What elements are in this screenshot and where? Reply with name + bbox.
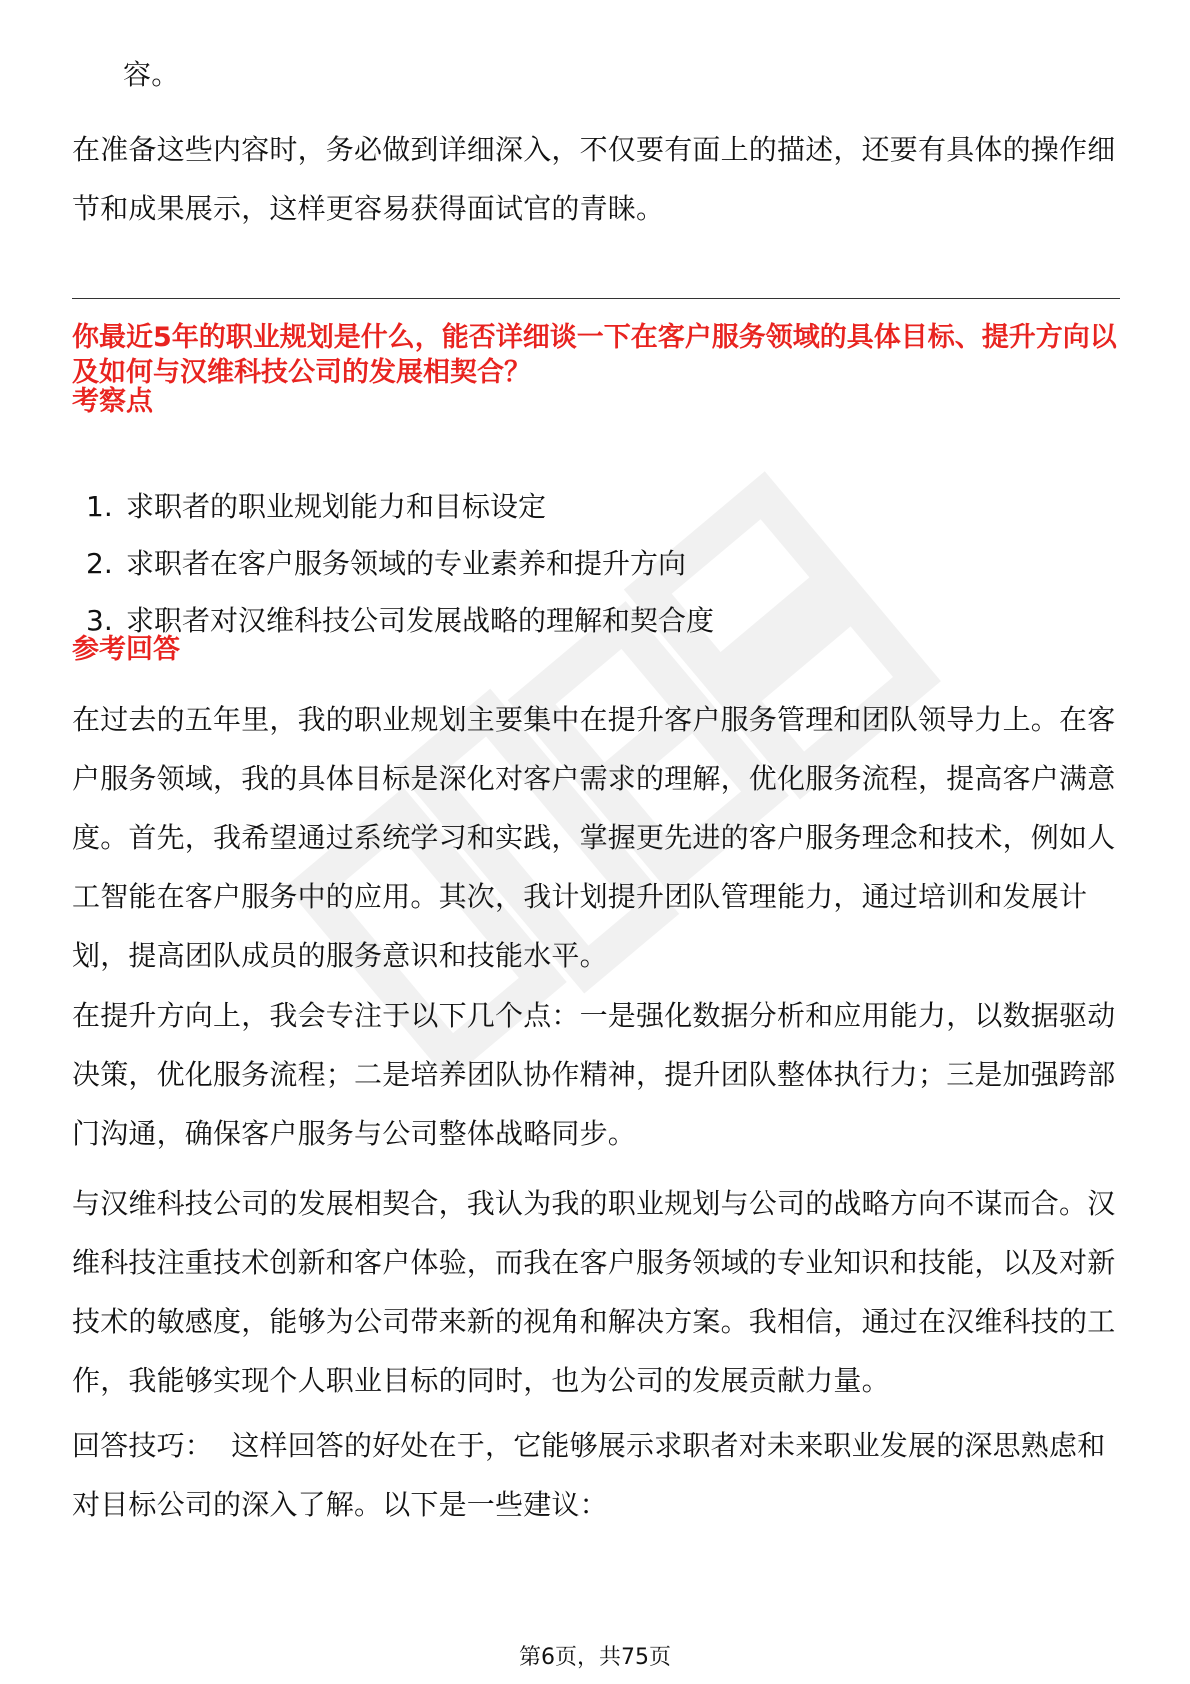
- list-item-text: 求职者在客户服务领域的专业素养和提升方向: [126, 547, 687, 580]
- question-heading: 你最近5年的职业规划是什么，能否详细谈一下在客户服务领域的具体目标、提升方向以及如何与汉维科技公司的发展相契合？: [72, 322, 1117, 388]
- assessment-heading: 考察点: [72, 386, 153, 417]
- answer-paragraph-1: 在过去的五年里，我的职业规划主要集中在提升客户服务管理和团队领导力上。在客户服务领域，我的具体目标是深化对客户需求的理解，优化服务流程，提高客户满意度。首先，我希望通过系统学习和实践，掌握更先进的客户服务理念和技术，例如人工智能在客户服务中的应用。其次，我计划提升团队管理能力，通过培训和发展计划，提高团队成员的服务意识和技能水平。: [72, 703, 1116, 972]
- list-item-number: 1.: [86, 490, 113, 523]
- list-item: [86, 592, 714, 649]
- answer-paragraph-3: 与汉维科技公司的发展相契合，我认为我的职业规划与公司的战略方向不谋而合。汉维科技注重技术创新和客户体验，而我在客户服务领域的专业知识和技能，以及对新技术的敏感度，能够为公司带来新的视角和解决方案。我相信，通过在汉维科技的工作，我能够实现个人职业目标的同时，也为公司的发展贡献力量。: [72, 1187, 1116, 1397]
- answer-tips-paragraph: 回答技巧： 这样回答的好处在于，它能够展示求职者对未来职业发展的深思熟虑和对目标公司的深入了解。以下是一些建议：: [72, 1429, 1106, 1521]
- list-item: [86, 535, 714, 592]
- answer-paragraph-2: 在提升方向上，我会专注于以下几个点：一是强化数据分析和应用能力，以数据驱动决策，优化服务流程；二是培养团队协作精神，提升团队整体执行力；三是加强跨部门沟通，确保客户服务与公司整体战略同步。: [72, 999, 1116, 1150]
- list-item-number: 2.: [86, 547, 113, 580]
- continuation-fragment: 容。: [123, 58, 180, 91]
- page-number-footer: 第6页，共75页: [519, 1645, 671, 1670]
- intro-paragraph: 在准备这些内容时，务必做到详细深入，不仅要有面上的描述，还要有具体的操作细节和成果展示，这样更容易获得面试官的青睐。: [72, 133, 1116, 225]
- section-divider: [72, 298, 1120, 299]
- assessment-points-list: [86, 478, 714, 649]
- reference-answer-heading: 参考回答: [72, 634, 180, 665]
- list-item: [86, 478, 714, 535]
- list-item-text: 求职者的职业规划能力和目标设定: [126, 490, 547, 523]
- list-item-number: 3.: [86, 604, 113, 637]
- list-item-text: 求职者对汉维科技公司发展战略的理解和契合度: [126, 604, 715, 637]
